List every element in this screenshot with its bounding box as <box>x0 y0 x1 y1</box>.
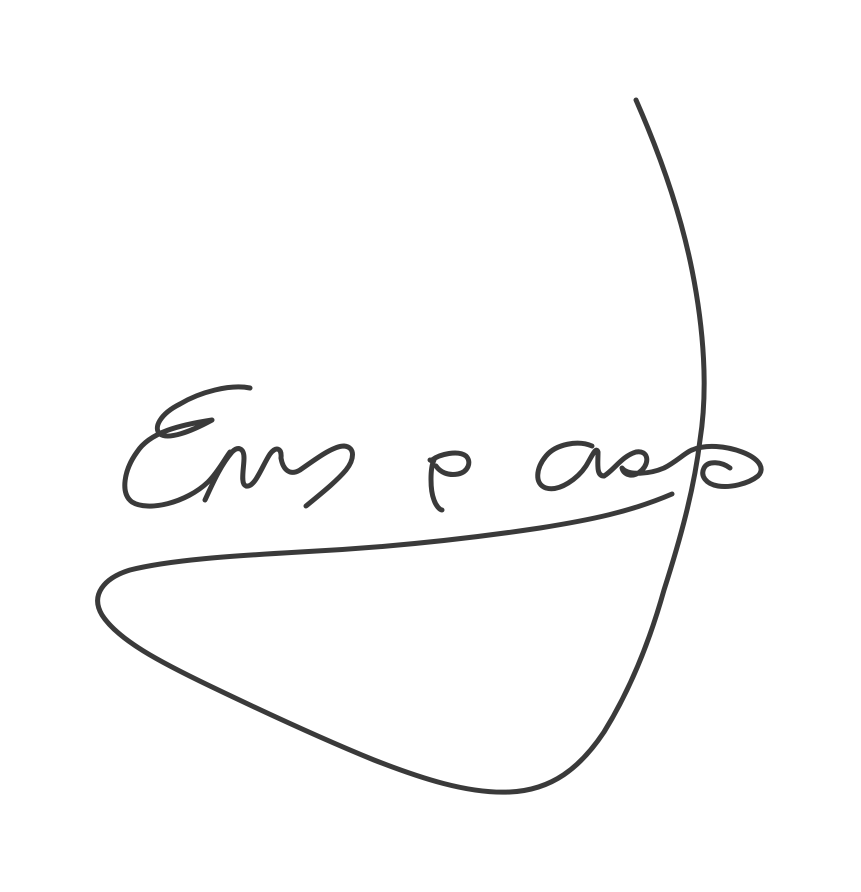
signature-stroke-o <box>692 446 761 486</box>
signature-stroke-n <box>205 449 281 500</box>
signature-stroke-e <box>125 387 250 506</box>
signature-stroke-p <box>431 453 469 510</box>
signature-stroke-s <box>281 446 353 506</box>
signature-flourish <box>98 100 705 792</box>
signature-stroke-a <box>538 443 604 488</box>
signature-stroke-dot <box>430 460 432 461</box>
signature-stroke-g <box>604 450 692 476</box>
